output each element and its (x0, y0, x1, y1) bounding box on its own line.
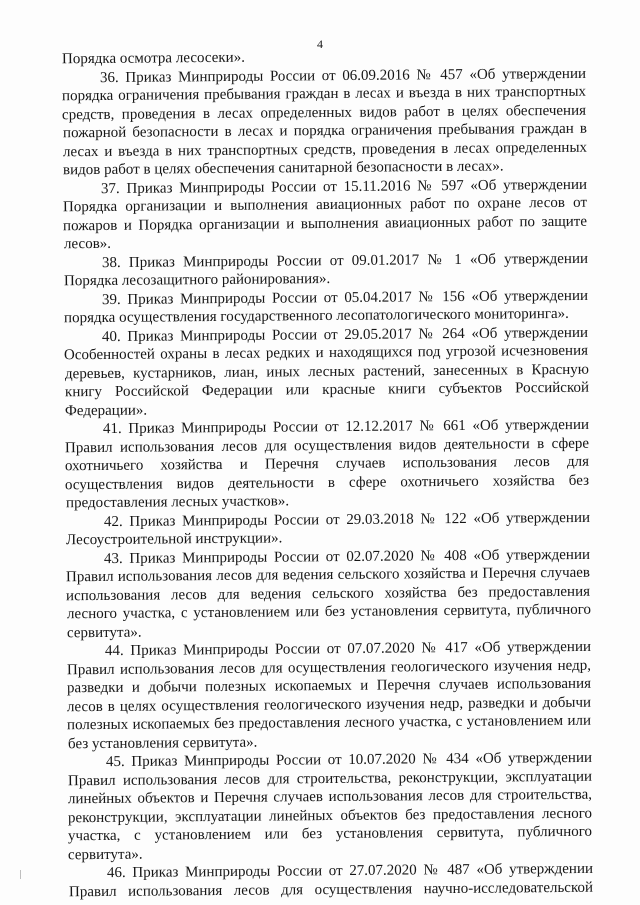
text-line: Особенностей охраны в лесах редких и находящихся под угрозой исчезновения (63, 342, 589, 364)
text-line: порядка осуществления государственного лесопатологического мониторинга». (63, 305, 569, 327)
text-line: Порядка организации и выполнения авиационных работ по охране лесов от (62, 194, 588, 216)
page-number: 4 (317, 37, 323, 51)
text-line: использования лесов для ведения сельского хозяйства без предоставления (65, 583, 591, 605)
text-line: средств, проведения в лесах определенных видов работ в целях обеспечения (61, 102, 587, 124)
text-line: Лесоустроительной инструкции». (65, 530, 283, 549)
text-line: разведки и добычи полезных ископаемых и Перечня случаев использования (66, 675, 592, 697)
text-line: сервитута». (66, 624, 142, 642)
text-line: Правил использования лесов для осуществления геологического изучения недр, (66, 657, 592, 679)
text-line: лесов в целях осуществления геологического изучения недр, разведки и добычи (66, 694, 592, 716)
text-line: Правил использования лесов для осуществления видов деятельности в сфере (64, 435, 590, 457)
list-item-heading: 45. Приказ Минприроды России от 10.07.2020 № 434 «Об утверждении (105, 749, 593, 771)
text-line: Правил использования лесов для осуществления научно-исследовательской (68, 879, 594, 901)
list-item-heading: 36. Приказ Минприроды России от 06.09.2016 № 457 «Об утверждении (99, 65, 587, 87)
text-line: лесов». (63, 235, 112, 253)
list-item-heading: 38. Приказ Минприроды России от 09.01.2017 № 1 «Об утверждении (101, 250, 589, 272)
text-line: охотничьего хозяйства и Перечня случаев использования лесов для (64, 453, 590, 475)
list-item-heading: 39. Приказ Минприроды России от 05.04.2017 № 156 «Об утверждении (101, 287, 589, 309)
scan-mark (20, 870, 21, 879)
list-item-heading: 41. Приказ Минприроды России от 12.12.2017 № 661 «Об утверждении (102, 416, 590, 438)
list-item-heading: 46. Приказ Минприроды России от 27.07.2020 № 487 «Об утверждении (106, 860, 594, 882)
text-line: видов работ в целях обеспечения санитарной безопасности в лесах». (62, 158, 504, 179)
text-line: Порядка лесозащитного районирования». (63, 270, 331, 290)
text-line: участка, с установлением или без установления сервитута, публичного (67, 823, 593, 845)
text-line: порядка ограничения пребывания граждан в лесах и въезда в них транспортных (61, 83, 587, 105)
text-line: пожарной безопасности в лесах и порядка ограничения пребывания граждан в (62, 120, 588, 142)
text-line: Порядка осмотра лесосеки». (61, 49, 245, 68)
text-line: книгу Российской Федерации или красные книги субъектов Российской (64, 379, 590, 401)
list-item-heading: 43. Приказ Минприроды России от 02.07.2020 № 408 «Об утверждении (103, 546, 591, 568)
text-line: Правил использования лесов для строительства, реконструкции, эксплуатации (67, 768, 593, 790)
text-line: без установления сервитута». (67, 734, 258, 753)
text-line: лесах и въезда в них транспортных средств, проведения в лесах определенных (62, 139, 588, 161)
text-line: осуществления видов деятельности в сфере охотничьего хозяйства без (64, 472, 590, 494)
text-line: пожаров и Порядка организации и выполнения авиационных работ по защите (62, 213, 588, 235)
text-line: деревьев, кустарников, лиан, иных лесных растений, занесенных в Красную (64, 361, 590, 383)
list-item-heading: 42. Приказ Минприроды России от 29.03.2018 № 122 «Об утверждении (103, 509, 591, 531)
text-line: реконструкции, эксплуатации линейных объектов без предоставления лесного (67, 805, 593, 827)
text-line: Правил использования лесов для ведения сельского хозяйства и Перечня случаев (65, 564, 591, 586)
text-line: сервитута». (67, 846, 143, 864)
text-line: предоставления лесных участков». (65, 493, 290, 512)
text-line: линейных объектов и Перечня случаев использования лесов для строительства, (67, 786, 593, 808)
text-line: Федерации». (64, 402, 148, 420)
text-line: лесного участка, с установлением или без установления сервитута, публичного (66, 601, 592, 623)
text-line: полезных ископаемых без предоставления лесного участка, с установлением или (66, 712, 592, 734)
list-item-heading: 44. Приказ Минприроды России от 07.07.2020 № 417 «Об утверждении (104, 638, 592, 660)
list-item-heading: 37. Приказ Минприроды России от 15.11.2016 № 597 «Об утверждении (100, 176, 588, 198)
list-item-heading: 40. Приказ Минприроды России от 29.05.2017 № 264 «Об утверждении (101, 324, 589, 346)
